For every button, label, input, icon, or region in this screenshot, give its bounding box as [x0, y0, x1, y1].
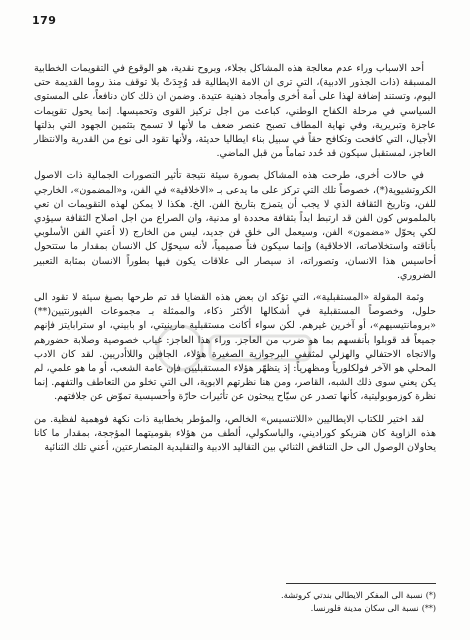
footnote-1-text: نسبة الى المفكر الايطالي بندتي كروتشة. — [280, 590, 423, 600]
footnote-1-mark: (*) — [425, 591, 436, 600]
paragraph-2: في حالات أخرى، طرحت هذه المشاكل بصورة سيئة نتيجة تأثير التصورات الجمالية ذات الاصول الكروتشيوية(*)، خصوصاً تلك التي تركز على ما يدعى بـ «الاخلاقية» في الفن، و«المضمون»، الخارجي للفن، وتاريخ الثقافة الذي لا يجب أن يتمزج بتاريخ الفن. الخ. هكذا لا يمكن لهذه التقويمات ان تعي بالملموس كون الفن قد ارتبط ابداً بثقافة محددة او مدنية، وان الصراع من اجل اصلاح الثقافة سيؤدي لكي يحوّل «مضمون» الفن، وسيعمل الى خلق فن جديد، ليس من الخارج (لا أعني الفن الأسلوبي بأناقته واستخلاصاته، الاخلاقية) وإنما سيكون فناً صميمياً، لأنه سيحوّل كل الانسان بمقدار ما ستتحول أحاسيس هذا الانسان، وتصوراته، اذ سيصار الى علاقات يكون فيها بطوراً الانسان بمثابة التعبير الضروري. — [34, 170, 436, 281]
watermark-logo — [150, 318, 320, 378]
paragraph-4: لقد اختير للكتاب الايطاليين «اللاتنسيس» الخالص، والمؤطر بخطابية ذات نكهة فوهمية لفظية. من هذه الزاوية كان هنريكو كوراديني، والباسكولي، ألطف من هؤلاء بقوميتهما المؤججة، بمقدار ما كانا يحاولان الوصول الى حل التناقض الثنائي بين التقاليد الادبية والتقليدية المتصارعتين، أعني تلك الثنائية — [34, 413, 436, 454]
page-number: 179 — [32, 14, 57, 27]
footnote-2 — [136, 602, 436, 615]
body-text — [34, 62, 436, 463]
footnote-2-mark: (**) — [421, 604, 436, 613]
footnote-divider — [286, 583, 436, 584]
paragraph-3: وثمة المقولة «المستقبلية»، التي تؤكد ان بعض هذه القضايا قد تم طرحها بصيغ سيئة لا تقود الى حلول، وخصوصاً المستقبلية في أشكالها الأكثر ذكاء، والممثلة بـ مجموعات الفيورنتيين(**) «برومانتيسيهم»، أو آخرين غيرهم. لكن سواء أكانت مستقبلية مارينيتي، او بابيني، او سترابايتز فإنهم جميعاً قد قوبلوا بأنفسهم بما هو ضرب من العاجز. وراء هذا العاجز: غياب خصوصية وصلابة حضورهم والاتجاه الاحتفالي والهزلي لمثقفي البرجوازية الصغيرة هؤلاء، الجافين واللاأدريين. لقد كان الادب المحلي هو الآخر فولكلورياً ومظهرياً: إذ يتظهّر هؤلاء المستقبليين فإن عامة الشعب، أو ما هو علمي، لم يكن يعني سوى ذلك الشبه، القاصر، ومن هنا نظرتهم الابوية، الى التي تخلو من التعاطف والتفهم. إنما نظرة كوزموبوليتية، كأنها تصدر عن سيّاح يبحثون عن تأثيرات حارّة وأحسيسية تموّض عن جلافتهم. — [34, 292, 436, 403]
footnotes — [136, 589, 436, 615]
footnote-2-text: نسبة الى سكان مدينة فلورنسا. — [310, 603, 419, 613]
footnote-1 — [136, 589, 436, 602]
paragraph-1: أحد الاسباب وراء عدم معالجة هذه المشاكل بجلاء، وبروح نقدية، هو الوقوع في التقويمات الخطابية المسبقة (ذات الجذور الادبية)، التي ترى ان الامة الايطالية قد وُجِدَتْ بلا توقف منذ روما القديمة حتى اليوم، وتستند إضافة لهذا على أمة أخرى وأمجاد ذهنية عتيدة. وضمن ان ذلك كان دنافعاً، على المستوى السياسي في مرحلة الكفاح الوطني، كباعث من اجل تركيز القوى وتحميسها. إنما يحول تقويمات عاجزة وتبريرية، وفي نهاية المطاف تصبح عنصر ضعف ما لأنها لا تسمح بتثمين الجهود التي بذلتها الأجيال، التي كافحت وتكافح حقاً في سبيل بناء ايطاليا حديثة، ولأنها تقود الى نوع من القدرية والانتظار العاجز، لمستقبل سيكون قد حُدد تماماً من قبل الماضي. — [34, 63, 436, 160]
